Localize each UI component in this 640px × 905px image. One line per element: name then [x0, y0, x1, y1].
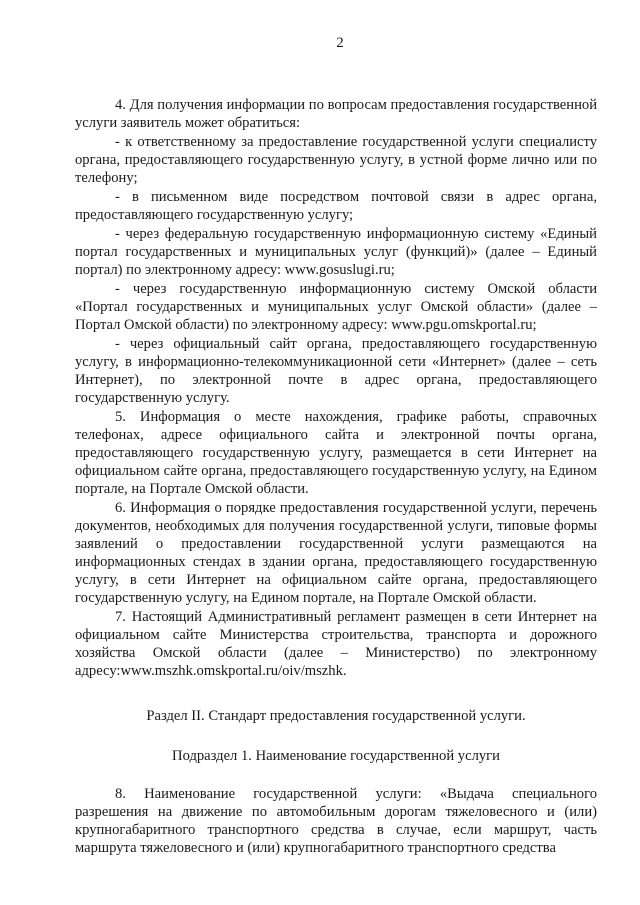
page-number: 2	[336, 35, 344, 51]
list-item-unified-portal: - через федеральную государственную информационную систему «Единый портал государственных и муниципальных услуг (функций)» (далее – Единый портал) по электронному адресу: www.gosuslugi.ru;	[75, 226, 597, 278]
list-item-omsk-portal: - через государственную информационную систему Омской области «Портал государственных и муниципальных услуг Омской области» (далее – Портал Омской области) по электронному адресу: www.pgu.omskportal.ru;	[75, 281, 597, 333]
paragraph-4: 4. Для получения информации по вопросам предоставления государственной услуги заявитель может обратиться:	[75, 97, 597, 131]
paragraph-8: 8. Наименование государственной услуги: «Выдача специального разрешения на движение по автомобильным дорогам тяжеловесного и (или) крупногабаритного транспортного средства в случае, если маршрут, часть маршрута тяжеловесного и (или) крупногабаритного транспортного средства	[75, 786, 597, 856]
document-body	[75, 96, 597, 857]
paragraph-7: 7. Настоящий Административный регламент размещен в сети Интернет на официальном сайте Министерства строительства, транспорта и дорожного хозяйства Омской области (далее – Министерство) по электронному адресу:www.mszhk.omskportal.ru/oiv/mszhk.	[75, 609, 597, 679]
list-item-specialist: - к ответственному за предоставление государственной услуги специалисту органа, предоставляющего государственную услугу, в устной форме лично или по телефону;	[75, 134, 597, 186]
list-item-official-site: - через официальный сайт органа, предоставляющего государственную услугу, в информационно-телекоммуникационной сети «Интернет» (далее – сеть Интернет), по электронной почте в адрес органа, предоставляющего государственную услугу.	[75, 336, 597, 406]
section-heading: Раздел II. Стандарт предоставления государственной услуги.	[146, 708, 526, 724]
paragraph-6: 6. Информация о порядке предоставления государственной услуги, перечень документов, необходимых для получения государственной услуги, типовые формы заявлений о предоставлении государственной услуги размещаются на информационных стендах в здании органа, предоставляющего государственную услугу, в сети Интернет на официальном сайте органа, предоставляющего государственную услугу, на Едином портале, на Портале Омской области.	[75, 500, 597, 606]
subsection-heading: Подраздел 1. Наименование государственной услуги	[172, 748, 500, 764]
list-item-postal: - в письменном виде посредством почтовой связи в адрес органа, предоставляющего государственную услугу;	[75, 189, 597, 223]
paragraph-5: 5. Информация о месте нахождения, графике работы, справочных телефонах, адресе официального сайта и электронной почты органа, предоставляющего государственную услугу, размещается в сети Интернет на официальном сайте органа, предоставляющего государственную услугу, на Едином портале, на Портале Омской области.	[75, 409, 597, 497]
